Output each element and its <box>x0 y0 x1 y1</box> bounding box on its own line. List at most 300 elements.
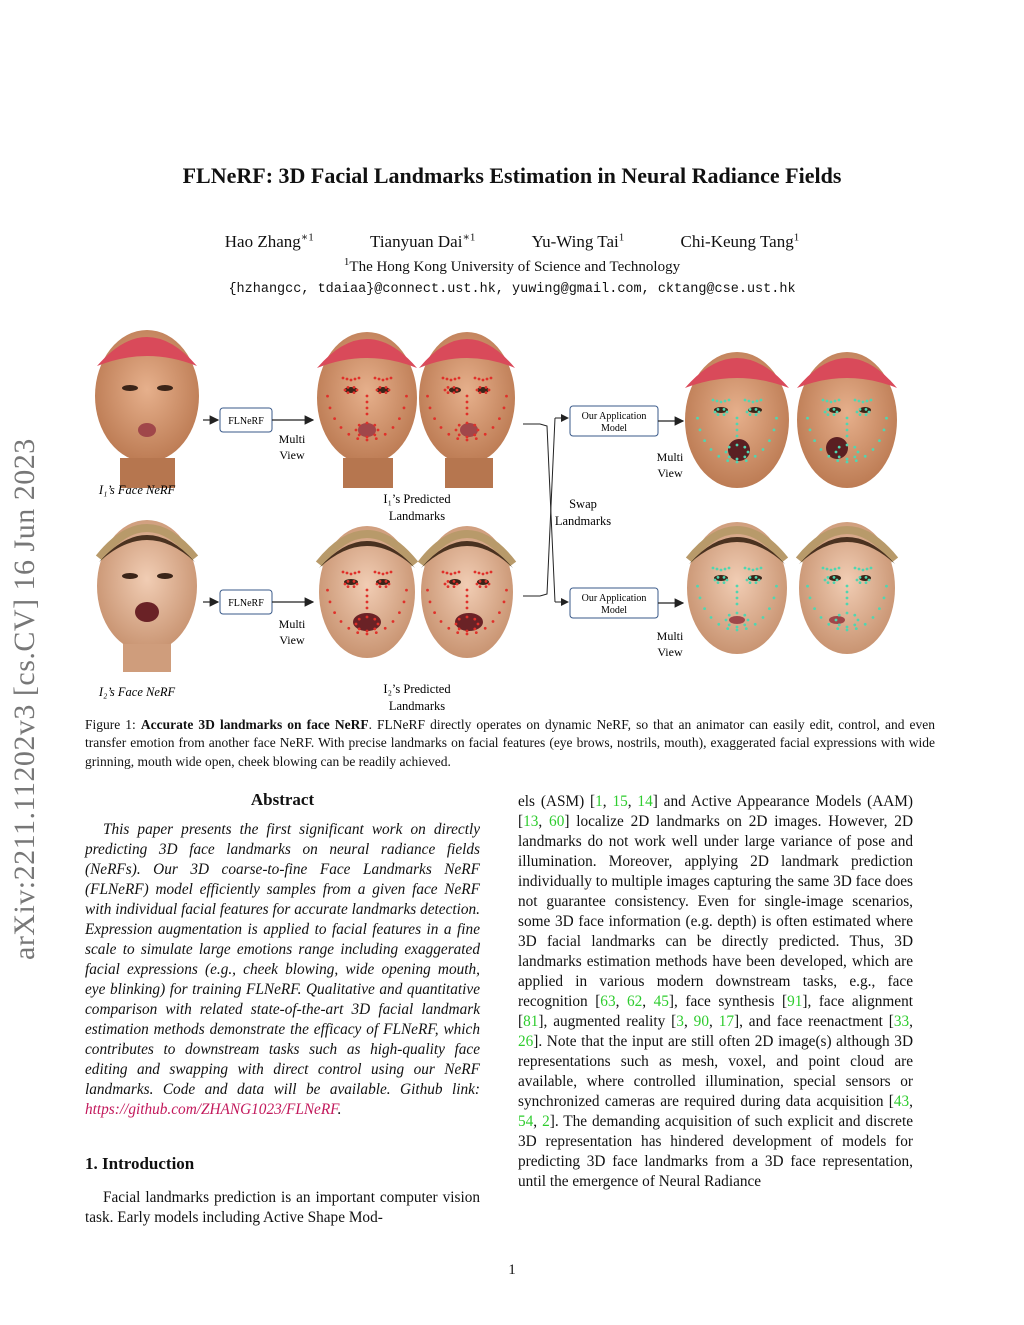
landmark-dot <box>826 568 829 571</box>
predicted-landmarks-2a <box>319 526 415 658</box>
landmark-dot <box>854 399 857 402</box>
landmark-dot <box>736 591 739 594</box>
landmark-dot <box>444 389 447 392</box>
landmark-dot <box>736 435 739 438</box>
arxiv-identifier: arXiv:2211.11202v3 [cs.CV] 16 Jun 2023 <box>8 438 41 960</box>
landmark-dot <box>744 567 747 570</box>
landmark-dot <box>447 391 450 394</box>
landmark-dot <box>366 395 369 398</box>
landmark-dot <box>717 413 720 416</box>
landmark-dot <box>865 413 868 416</box>
landmark-dot <box>866 400 869 403</box>
landmark-dot <box>865 581 868 584</box>
landmark-dot <box>838 446 841 449</box>
landmark-dot <box>846 444 849 447</box>
author-emails[interactable]: {hzhangcc, tdaiaa}@connect.ust.hk, yuwing@gmail.com, cktang@cse.ust.hk <box>228 282 796 297</box>
landmark-dot <box>429 407 432 410</box>
landmark-dot <box>758 579 761 582</box>
landmark-dot <box>450 573 453 576</box>
landmark-dot <box>456 631 459 634</box>
landmark-dot <box>503 601 506 604</box>
landmark-dot <box>864 623 867 626</box>
landmark-dot <box>726 411 729 414</box>
landmark-dot <box>834 400 837 403</box>
landmark-dot <box>466 422 469 425</box>
landmark-dot <box>856 579 859 582</box>
landmark-dot <box>458 377 461 380</box>
landmark-dot <box>846 603 849 606</box>
citation-link[interactable]: 45 <box>653 993 669 1010</box>
landmark-dot <box>699 429 702 432</box>
landmark-dot <box>433 417 436 420</box>
body-text: ], face alignment [ <box>518 993 913 1030</box>
landmark-dot <box>749 408 752 411</box>
citation-link[interactable]: 13 <box>523 813 539 830</box>
landmark-dot <box>456 583 459 586</box>
predicted-landmarks-1b <box>419 332 515 488</box>
landmark-dot <box>374 571 377 574</box>
landmark-dot <box>466 630 469 633</box>
landmark-dot <box>827 623 830 626</box>
multi-view-label: Multi <box>278 617 306 631</box>
landmark-dot <box>347 391 350 394</box>
landmark-dot <box>728 456 731 459</box>
landmark-dot <box>390 571 393 574</box>
landmark-dot <box>466 589 469 592</box>
landmark-dot <box>846 458 849 461</box>
citation-link[interactable]: 17 <box>718 1013 734 1030</box>
landmark-dot <box>384 433 387 436</box>
landmark-dot <box>440 426 443 429</box>
landmark-dot <box>373 628 376 631</box>
landmark-dot <box>868 411 871 414</box>
landmark-dot <box>755 413 758 416</box>
citation-link[interactable]: 90 <box>693 1013 709 1030</box>
landmark-dot <box>466 439 469 442</box>
landmark-dot <box>756 568 759 571</box>
landmark-dot <box>717 623 720 626</box>
multi-view-label: View <box>279 633 305 647</box>
landmark-dot <box>347 627 350 630</box>
landmark-dot <box>466 601 469 604</box>
landmark-dot <box>746 411 749 414</box>
landmark-dot <box>455 623 458 626</box>
landmark-dot <box>820 448 823 451</box>
landmark-dot <box>748 568 751 571</box>
landmark-dot <box>723 408 726 411</box>
landmark-dot <box>478 378 481 381</box>
landmark-dot <box>333 417 336 420</box>
multi-view-label: View <box>657 645 683 659</box>
landmark-dot <box>473 424 476 427</box>
landmark-dot <box>830 569 833 572</box>
landmark-dot <box>354 378 357 381</box>
landmark-dot <box>346 572 349 575</box>
multi-view-label: View <box>657 466 683 480</box>
landmark-dot <box>703 607 706 610</box>
landmark-dot <box>834 568 837 571</box>
landmark-dot <box>358 434 361 437</box>
citation-link[interactable]: 3 <box>676 1013 684 1030</box>
multi-view-label: View <box>279 448 305 462</box>
figure-caption: Figure 1: Accurate 3D landmarks on face NeRF. FLNeRF directly operates on dynamic NeRF, so that an animator can easily edit, control, and even transfer emotion from another face NeRF. With precise landmarks on facial features (eye brows, nostrils, mouth), exaggerated facial expressions with wide grinning, mouth wide open, cheek blowing can be readily achieved. <box>85 717 935 769</box>
citation-link[interactable]: 62 <box>626 993 643 1010</box>
landmark-dot <box>714 579 717 582</box>
flnerf-block-2 <box>203 590 313 647</box>
landmark-dot <box>822 399 825 402</box>
landmark-dot <box>476 389 479 392</box>
landmark-dot <box>373 424 376 427</box>
multi-view-label: Multi <box>656 629 684 643</box>
landmark-dot <box>813 607 816 610</box>
landmark-dot <box>366 422 369 425</box>
landmark-dot <box>344 389 347 392</box>
landmark-dot <box>827 413 830 416</box>
flnerf-box-label-2: FLNeRF <box>228 598 264 609</box>
landmark-dot <box>736 603 739 606</box>
flnerf-block-1 <box>203 408 313 462</box>
landmark-dot <box>447 580 450 583</box>
citation-link[interactable]: 26 <box>518 1033 534 1050</box>
landmark-dot <box>760 567 763 570</box>
landmark-dot <box>745 627 748 630</box>
landmark-dot <box>326 589 329 592</box>
landmark-dot <box>379 391 382 394</box>
landmark-dot <box>342 377 345 380</box>
landmark-dot <box>447 433 450 436</box>
body-text: ], augmented reality [ <box>538 1013 677 1030</box>
landmark-dot <box>859 576 862 579</box>
landmark-dot <box>375 437 378 440</box>
landmark-dot <box>858 568 861 571</box>
landmark-dot <box>736 461 739 464</box>
landmark-dot <box>743 624 746 627</box>
landmark-dot <box>453 391 456 394</box>
landmark-dot <box>723 581 726 584</box>
author-2: Tianyuan Dai$^{∗1}$ <box>370 231 476 251</box>
landmark-dot <box>347 433 350 436</box>
landmark-dot <box>749 413 752 416</box>
citation-link[interactable]: 91 <box>787 993 803 1010</box>
landmark-dot <box>846 629 849 632</box>
landmark-dot <box>859 408 862 411</box>
predicted-label-2: Landmarks <box>388 699 446 713</box>
landmark-dot <box>744 399 747 402</box>
flnerf-box-label-1: FLNeRF <box>228 416 264 427</box>
landmark-dot <box>853 614 856 617</box>
body-text: , <box>683 1013 694 1030</box>
landmark-dot <box>838 614 841 617</box>
landmark-dot <box>479 585 482 588</box>
landmark-dot <box>403 601 406 604</box>
landmark-dot <box>440 620 443 623</box>
landmark-dot <box>366 436 369 439</box>
landmark-dot <box>717 408 720 411</box>
landmark-dot <box>710 448 713 451</box>
landmark-dot <box>836 627 839 630</box>
landmark-dot <box>870 399 873 402</box>
landmark-dot <box>356 583 359 586</box>
right-column-text <box>518 792 913 1192</box>
landmark-dot <box>485 580 488 583</box>
landmark-dot <box>373 618 376 621</box>
citation-link[interactable]: 63 <box>600 993 616 1010</box>
landmark-dot <box>340 620 343 623</box>
landmark-dot <box>714 411 717 414</box>
landmark-dot <box>865 576 868 579</box>
citation-link[interactable]: 81 <box>523 1013 539 1030</box>
landmark-dot <box>836 411 839 414</box>
landmark-dot <box>855 627 858 630</box>
landmark-dot <box>379 386 382 389</box>
face-nerf-label-2: I₂’s Face NeRF <box>98 685 176 699</box>
landmark-dot <box>479 391 482 394</box>
landmark-dot <box>762 616 765 619</box>
landmark-dot <box>385 391 388 394</box>
landmark-dot <box>756 400 759 403</box>
landmark-dot <box>813 439 816 442</box>
landmark-dot <box>859 581 862 584</box>
landmark-dot <box>768 439 771 442</box>
swap-arrows <box>523 418 611 602</box>
landmark-dot <box>482 573 485 576</box>
landmark-dot <box>382 379 385 382</box>
landmark-dot <box>329 407 332 410</box>
landmark-dot <box>446 378 449 381</box>
landmark-dot <box>857 619 860 622</box>
landmark-dot <box>754 455 757 458</box>
citation-link[interactable]: 2 <box>542 1113 550 1130</box>
landmark-dot <box>477 429 480 432</box>
predicted-label-1: Landmarks <box>388 509 446 523</box>
landmark-dot <box>498 417 501 420</box>
citation-link[interactable]: 14 <box>637 793 653 810</box>
author-1: Hao Zhang$^{∗1}$ <box>224 231 314 251</box>
landmark-dot <box>466 401 469 404</box>
landmark-dot <box>366 607 369 610</box>
landmark-dot <box>726 627 729 630</box>
landmark-dot <box>878 439 881 442</box>
landmark-dot <box>846 423 849 426</box>
landmark-dot <box>490 377 493 380</box>
landmark-dot <box>768 607 771 610</box>
landmark-dot <box>392 426 395 429</box>
landmark-dot <box>758 411 761 414</box>
landmark-dot <box>838 624 841 627</box>
landmark-dot <box>775 585 778 588</box>
predicted-label-2: I₂’s Predicted <box>383 682 451 696</box>
landmark-dot <box>846 612 849 615</box>
landmark-dot <box>355 623 358 626</box>
landmark-dot <box>346 378 349 381</box>
face-nerf-label-1: I₁’s Face NeRF <box>98 483 176 497</box>
landmark-dot <box>755 576 758 579</box>
landmark-dot <box>488 583 491 586</box>
landmark-dot <box>809 429 812 432</box>
landmark-dot <box>377 429 380 432</box>
landmark-dot <box>806 585 809 588</box>
landmark-dot <box>447 585 450 588</box>
app-model-label: Our Application <box>581 593 647 604</box>
landmark-dot <box>358 571 361 574</box>
landmark-dot <box>473 434 476 437</box>
landmark-dot <box>366 601 369 604</box>
landmark-dot <box>736 597 739 600</box>
landmark-dot <box>475 437 478 440</box>
landmark-dot <box>728 614 731 617</box>
landmark-dot <box>455 429 458 432</box>
landmark-dot <box>479 386 482 389</box>
application-model-1 <box>570 406 684 480</box>
landmark-dot <box>386 378 389 381</box>
landmark-dot <box>736 458 739 461</box>
body-text: , <box>708 1013 719 1030</box>
github-link[interactable]: https://github.com/ZHANG1023/FLNeRF <box>85 1101 338 1118</box>
citation-link[interactable]: 43 <box>893 1093 910 1110</box>
landmark-dot <box>375 631 378 634</box>
landmark-dot <box>827 576 830 579</box>
body-text: ], face synthesis [ <box>668 993 788 1010</box>
landmark-dot <box>447 627 450 630</box>
landmark-dot <box>862 569 865 572</box>
citation-link[interactable]: 33 <box>893 1013 910 1030</box>
landmark-dot <box>696 585 699 588</box>
landmark-dot <box>446 572 449 575</box>
landmark-dot <box>377 623 380 626</box>
landmark-dot <box>726 579 729 582</box>
landmark-dot <box>743 614 746 617</box>
landmark-dot <box>350 379 353 382</box>
landmark-dot <box>773 429 776 432</box>
landmark-dot <box>329 601 332 604</box>
landmark-dot <box>426 395 429 398</box>
landmark-dot <box>458 628 461 631</box>
landmark-dot <box>498 611 501 614</box>
landmark-dot <box>353 585 356 588</box>
landmark-dot <box>379 585 382 588</box>
landmark-dot <box>366 401 369 404</box>
landmark-dot <box>356 437 359 440</box>
landmark-dot <box>846 435 849 438</box>
face-nerf-1 <box>95 330 199 488</box>
landmark-dot <box>426 589 429 592</box>
body-text: , <box>909 1013 913 1030</box>
landmark-dot <box>846 585 849 588</box>
landmark-dot <box>376 389 379 392</box>
landmark-dot <box>775 417 778 420</box>
citation-link[interactable]: 15 <box>612 793 628 810</box>
landmark-dot <box>725 619 728 622</box>
landmark-dot <box>822 567 825 570</box>
body-text: , <box>538 813 550 830</box>
landmark-dot <box>724 400 727 403</box>
landmark-dot <box>390 377 393 380</box>
landmark-dot <box>405 395 408 398</box>
landmark-dot <box>442 377 445 380</box>
predicted-label-1: I₁’s Predicted <box>383 492 451 506</box>
abstract-heading: Abstract <box>250 790 315 809</box>
landmark-dot <box>754 623 757 626</box>
landmark-dot <box>723 576 726 579</box>
landmark-dot <box>712 399 715 402</box>
landmark-dot <box>855 459 858 462</box>
body-text: , <box>627 793 638 810</box>
swapped-result-1a <box>685 352 789 488</box>
landmark-dot <box>374 377 377 380</box>
landmark-dot <box>492 620 495 623</box>
swapped-result-1b <box>797 352 897 488</box>
landmark-dot <box>755 408 758 411</box>
figure-1 <box>85 318 935 718</box>
affiliation: $^1$The Hong Kong University of Science and Technology <box>343 256 681 275</box>
landmark-dot <box>862 401 865 404</box>
landmark-dot <box>466 413 469 416</box>
landmark-dot <box>806 417 809 420</box>
landmark-dot <box>720 401 723 404</box>
landmark-dot <box>373 434 376 437</box>
citation-link[interactable]: 54 <box>518 1113 534 1130</box>
landmark-dot <box>838 567 841 570</box>
landmark-dot <box>353 580 356 583</box>
author-4: Chi-Keung Tang$^1$ <box>680 231 800 251</box>
landmark-dot <box>856 411 859 414</box>
landmark-dot <box>485 391 488 394</box>
landmark-dot <box>749 576 752 579</box>
landmark-dot <box>376 583 379 586</box>
landmark-dot <box>736 612 739 615</box>
landmark-dot <box>846 597 849 600</box>
landmark-dot <box>809 597 812 600</box>
landmark-dot <box>866 568 869 571</box>
landmark-dot <box>366 589 369 592</box>
landmark-dot <box>456 437 459 440</box>
landmark-dot <box>490 571 493 574</box>
landmark-dot <box>885 585 888 588</box>
landmark-dot <box>858 400 861 403</box>
landmark-dot <box>466 395 469 398</box>
landmark-dot <box>833 413 836 416</box>
face-nerf-2 <box>97 520 197 672</box>
landmark-dot <box>358 377 361 380</box>
landmark-dot <box>385 585 388 588</box>
body-text: ]. Note that the input are still often 2D image(s) although 3D representations such as mesh, voxel, and point cloud are available, where controlled illumination, special sensors or synchronized cameras are required during data acquisition [ <box>518 1033 913 1110</box>
landmark-dot <box>379 580 382 583</box>
landmark-dot <box>835 451 838 454</box>
citation-link[interactable]: 1 <box>595 793 603 810</box>
body-text: , <box>615 993 627 1010</box>
landmark-dot <box>748 400 751 403</box>
landmark-dot <box>743 446 746 449</box>
body-text: ], and face reenactment [ <box>733 1013 894 1030</box>
landmark-dot <box>747 451 750 454</box>
landmark-dot <box>717 455 720 458</box>
landmark-dot <box>726 459 729 462</box>
landmark-dot <box>868 579 871 582</box>
landmark-dot <box>773 597 776 600</box>
landmark-dot <box>398 417 401 420</box>
landmark-dot <box>456 389 459 392</box>
landmark-dot <box>865 408 868 411</box>
landmark-dot <box>356 389 359 392</box>
landmark-dot <box>473 618 476 621</box>
multi-view-label: Multi <box>656 450 684 464</box>
landmark-dot <box>326 395 329 398</box>
citation-link[interactable]: 60 <box>549 813 565 830</box>
landmark-dot <box>699 597 702 600</box>
landmark-dot <box>478 572 481 575</box>
landmark-dot <box>830 401 833 404</box>
landmark-dot <box>749 581 752 584</box>
